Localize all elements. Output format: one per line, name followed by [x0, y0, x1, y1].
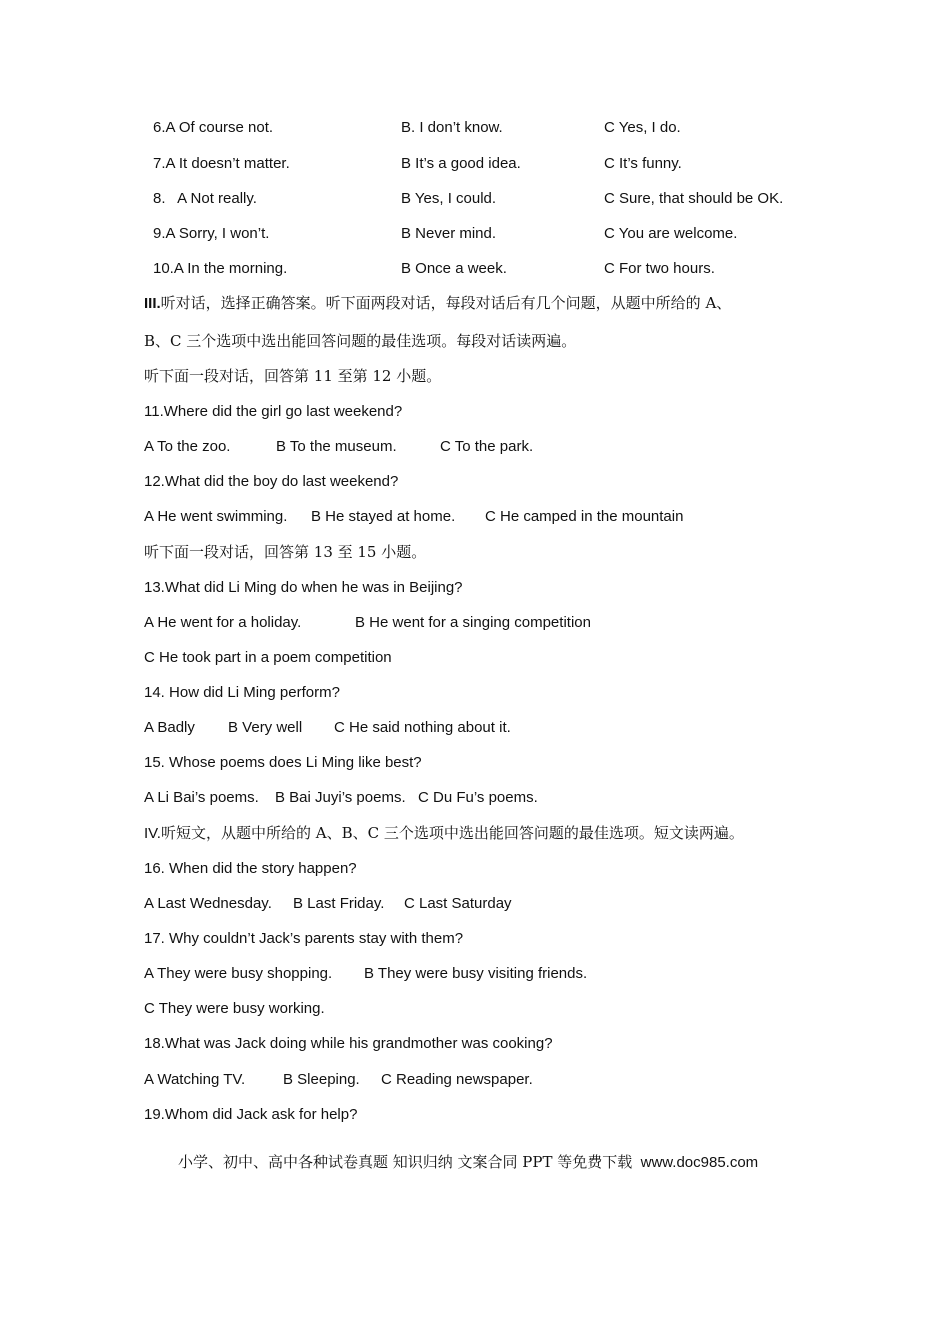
section-4-instruction	[144, 823, 744, 844]
q12-option-b: B He stayed at home.	[311, 508, 456, 525]
q15-option-a: A Li Bai’s poems.	[144, 789, 259, 806]
response-9-c: C You are welcome.	[604, 225, 738, 242]
response-9-b: B Never mind.	[401, 225, 497, 242]
question-18: 18.What was Jack doing while his grandmother was cooking?	[144, 1035, 553, 1052]
q16-option-c: C Last Saturday	[404, 895, 512, 912]
q14-option-a: A Badly	[144, 719, 195, 736]
q18-option-b: B Sleeping.	[283, 1071, 360, 1088]
response-6-a: 6.A Of course not.	[153, 119, 274, 136]
footer-text: 小学、初中、高中各种试卷真题 知识归纳 文案合同 PPT 等免费下载	[178, 1153, 633, 1171]
response-6-b: B. I don’t know.	[401, 119, 503, 136]
q15-option-b: B Bai Juyi’s poems.	[275, 789, 406, 806]
section-3-numeral: III.	[144, 295, 161, 312]
question-12: 12.What did the boy do last weekend?	[144, 473, 399, 490]
q11-option-a: A To the zoo.	[144, 438, 231, 455]
footer-url[interactable]: www.doc985.com	[640, 1154, 759, 1171]
section-4-instruction-text: 听短文，从题中所给的 A、B、C 三个选项中选出能回答问题的最佳选项。短文读两遍。	[160, 824, 744, 842]
response-10-c: C For two hours.	[604, 260, 715, 277]
q14-option-b: B Very well	[228, 719, 303, 736]
q17-option-a: A They were busy shopping.	[144, 965, 333, 982]
question-14: 14. How did Li Ming perform?	[144, 684, 340, 701]
q13-option-a: A He went for a holiday.	[144, 614, 302, 631]
response-8-a: 8. A Not really.	[153, 190, 257, 207]
response-6-c: C Yes, I do.	[604, 119, 681, 136]
q13-option-c: C He took part in a poem competition	[144, 649, 392, 666]
response-9-a: 9.A Sorry, I won’t.	[153, 225, 270, 242]
response-10-a: 10.A In the morning.	[153, 260, 288, 277]
q16-option-b: B Last Friday.	[293, 895, 385, 912]
q17-option-b: B They were busy visiting friends.	[364, 965, 588, 982]
q18-option-c: C Reading newspaper.	[381, 1071, 533, 1088]
q16-option-a: A Last Wednesday.	[144, 895, 272, 912]
question-19: 19.Whom did Jack ask for help?	[144, 1106, 358, 1123]
section-3-instruction-line1: 听对话，选择正确答案。听下面两段对话，每段对话后有几个问题，从题中所给的 A、	[160, 294, 732, 312]
q18-option-a: A Watching TV.	[144, 1071, 246, 1088]
q15-option-c: C Du Fu’s poems.	[418, 789, 538, 806]
dialog-2-intro: 听下面一段对话，回答第 13 至 15 小题。	[144, 543, 427, 561]
response-7-a: 7.A It doesn’t matter.	[153, 155, 290, 172]
question-11: 11.Where did the girl go last weekend?	[144, 403, 403, 420]
dialog-1-intro: 听下面一段对话，回答第 11 至第 12 小题。	[144, 367, 442, 385]
question-16: 16. When did the story happen?	[144, 860, 357, 877]
section-3-instruction-line2: B、C 三个选项中选出能回答问题的最佳选项。每段对话读两遍。	[144, 332, 577, 350]
q14-option-c: C He said nothing about it.	[334, 719, 511, 736]
page-footer	[178, 1152, 758, 1173]
q12-option-a: A He went swimming.	[144, 508, 288, 525]
response-7-b: B It’s a good idea.	[401, 155, 521, 172]
section-4-numeral: IV.	[144, 825, 161, 842]
response-8-b: B Yes, I could.	[401, 190, 497, 207]
question-15: 15. Whose poems does Li Ming like best?	[144, 754, 422, 771]
response-10-b: B Once a week.	[401, 260, 507, 277]
q12-option-c: C He camped in the mountain	[485, 508, 684, 525]
q17-option-c: C They were busy working.	[144, 1000, 325, 1017]
question-17: 17. Why couldn’t Jack’s parents stay with them?	[144, 930, 464, 947]
q11-option-c: C To the park.	[440, 438, 534, 455]
q13-option-b: B He went for a singing competition	[355, 614, 591, 631]
response-8-c: C Sure, that should be OK.	[604, 190, 784, 207]
question-13: 13.What did Li Ming do when he was in Beijing?	[144, 579, 463, 596]
response-7-c: C It’s funny.	[604, 155, 682, 172]
q11-option-b: B To the museum.	[276, 438, 397, 455]
section-3-instruction	[144, 293, 731, 314]
